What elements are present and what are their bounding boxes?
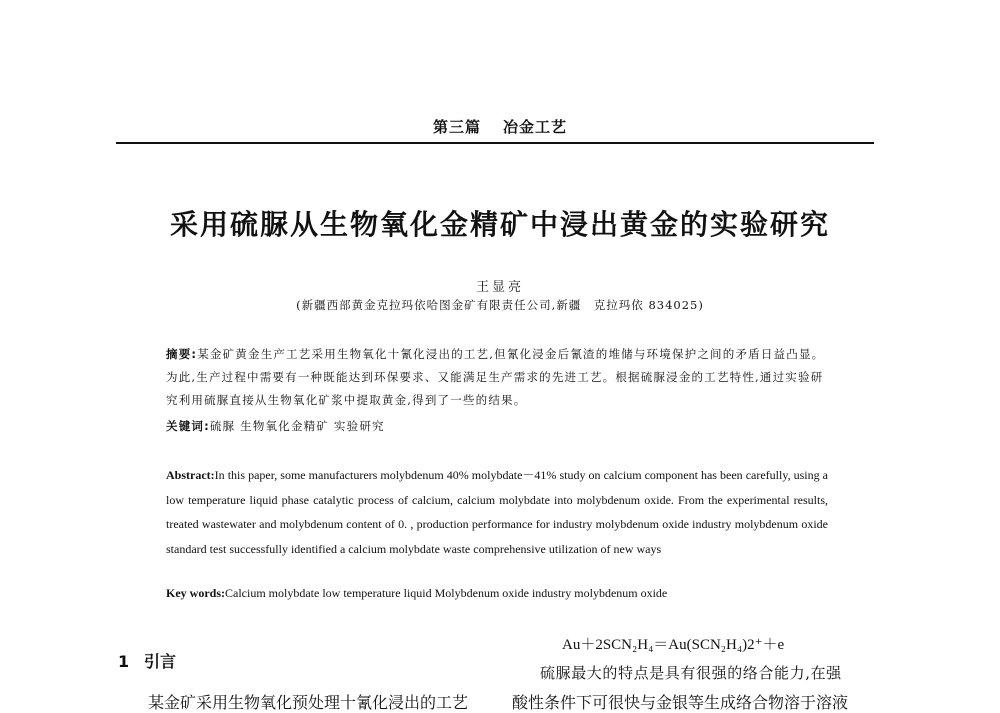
section-title: 引言: [144, 652, 177, 671]
header-section: 冶金工艺: [503, 118, 568, 136]
body-text-right-line2: 酸性条件下可很快与金银等生成络合物溶于溶液: [512, 693, 849, 712]
keywords-en-text: Calcium molybdate low temperature liquid Molybdenum oxide industry molybdenum oxide: [225, 586, 668, 600]
keywords-zh-text: 硫脲 生物氧化金精矿 实验研究: [209, 419, 385, 433]
author: 王显亮: [475, 280, 524, 295]
equation: Au＋2SCN₂H₄＝Au(SCN₂H₄)2⁺＋e: [562, 637, 785, 653]
running-header: [0, 116, 1000, 137]
section-number: 1: [118, 652, 130, 671]
body-text-left: 某金矿采用生物氧化预处理十氰化浸出的工艺: [148, 693, 469, 712]
body-text-right-line1: 硫脲最大的特点是具有很强的络合能力,在强: [540, 664, 842, 682]
keywords-zh-label: 关键词:: [166, 419, 210, 433]
section-heading: [118, 649, 176, 672]
keywords-en: [166, 586, 828, 601]
abstract-zh: [166, 343, 828, 412]
abstract-zh-text: 某金矿黄金生产工艺采用生物氧化十氰化浸出的工艺,但氰化浸金后氰渣的堆储与环境保护之间的矛盾日益凸显。为此,生产过程中需要有一种既能达到环保要求、又能满足生产需求的先进工艺。根据硫脲浸金的工艺特性,通过实验研究利用硫脲直接从生物氧化矿浆中提取黄金,得到了一些的结果。: [166, 347, 825, 407]
header-part: 第三篇: [432, 118, 481, 136]
abstract-zh-label: 摘要:: [166, 347, 198, 361]
abstract-en: [166, 463, 828, 561]
abstract-en-label: Abstract:: [166, 468, 215, 482]
abstract-en-text: In this paper, some manufacturers molybdenum 40% molybdate－41% study on calcium component has been carefully, using a low temperature liquid phase catalytic process of calcium, calcium molybdate into molybdenum oxide. From the experimental results, treated wastewater and molybdenum content of 0. , production performance for industry molybdenum oxide industry molybdenum oxide standard test successfully identified a calcium molybdate waste comprehensive utilization of new ways: [166, 468, 828, 556]
affiliation: (新疆西部黄金克拉玛依哈图金矿有限责任公司,新疆 克拉玛依 834025): [296, 298, 704, 312]
header-rule: [116, 142, 874, 144]
article-title: 采用硫脲从生物氧化金精矿中浸出黄金的实验研究: [169, 208, 830, 241]
keywords-zh: [166, 418, 828, 434]
keywords-en-label: Key words:: [166, 586, 225, 600]
